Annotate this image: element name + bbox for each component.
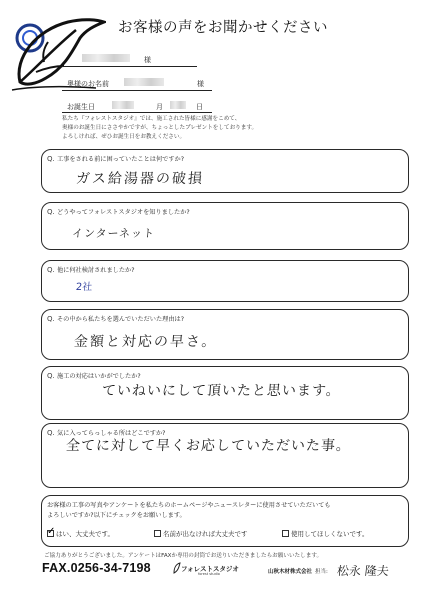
consent-option-yes[interactable]: ✓はい、大丈夫です。 [47, 529, 114, 538]
redacted-month [112, 101, 134, 109]
intro-line: 奥様のお誕生日にささやかですが、ちょっとしたプレゼントをしております。 [62, 125, 258, 131]
question-mark-icon: Q. [47, 155, 55, 163]
studio-leaf-icon [173, 562, 181, 574]
consent-option-no[interactable]: 使用してほしくないです。 [282, 529, 368, 538]
redacted-day [170, 101, 186, 109]
company-name: 山秋木材株式会社 [268, 569, 313, 575]
footer-note: ご協力ありがとうございました。アンケートはFAXか専用の封筒でお送りいただきましたらお願いいたします。 [44, 553, 323, 559]
redacted-name [82, 54, 130, 62]
checkbox-icon[interactable] [154, 530, 161, 537]
consent-box [41, 495, 409, 547]
birthday-month-value [112, 101, 134, 109]
question-label: Q. その中から私たちを選んでいただいた理由は? [47, 315, 185, 323]
consent-line: よろしいですか?以下にチェックをお願いします。 [47, 512, 186, 519]
answer-handwriting: ガス給湯器の破損 [75, 171, 205, 187]
question-box-3 [41, 260, 409, 302]
answer-handwriting: 金額と対応の早さ。 [73, 334, 218, 350]
consent-text [47, 501, 331, 521]
question-box-6 [41, 423, 409, 488]
question-box-2 [41, 202, 409, 250]
wife-name-line [62, 90, 212, 91]
question-mark-icon: Q. [47, 372, 55, 380]
birthday-label: お誕生日 [67, 103, 95, 111]
consent-line: お客様の工事の写真やアンケートを私たちのホームページやニュースレターに使用させていただいても [47, 502, 331, 509]
birthday-day-label: 日 [196, 103, 203, 111]
answer-handwriting: 2社 [75, 282, 93, 293]
page-title: お客様の声をお聞かせください [118, 20, 328, 36]
wife-name-suffix: 様 [197, 80, 204, 88]
intro-text [62, 115, 257, 142]
checkbox-checked-icon[interactable] [47, 530, 54, 537]
staff-label: 担当: [315, 569, 328, 575]
studio-subtitle: forest studio [198, 572, 220, 576]
fax-number: FAX.0256-34-7198 [42, 561, 151, 575]
question-mark-icon: Q. [47, 208, 55, 216]
customer-name-suffix: 様 [144, 56, 151, 64]
question-label: Q. 他に何社検討されましたか? [47, 266, 135, 274]
answer-handwriting: 全てに対して早くお応していただいた事。 [65, 438, 352, 454]
question-box-1 [41, 149, 409, 193]
question-label: Q. 気に入ってらっしゃる所はどこですか? [47, 429, 166, 437]
consent-option-no-name[interactable]: 名前が出なければ大丈夫です [154, 529, 248, 538]
question-box-5 [41, 366, 409, 420]
staff-signature: 松永 隆夫 [336, 564, 390, 578]
checkbox-icon[interactable] [282, 530, 289, 537]
intro-line: よろしければ、ぜひお誕生日をお教えください。 [62, 134, 186, 140]
answer-handwriting: インターネット [71, 227, 156, 240]
question-label: Q. 工事をされる前に困っていたことは何ですか? [47, 155, 185, 163]
question-label: Q. どうやってフォレストスタジオを知りましたか? [47, 208, 190, 216]
answer-handwriting: ていねいにして頂いたと思います。 [101, 383, 342, 399]
question-label: Q. 施工の対応はいかがでしたか? [47, 372, 141, 380]
birthday-day-value [170, 101, 186, 109]
customer-name-line [62, 66, 197, 67]
redacted-wife-name [124, 78, 164, 86]
studio-name: フォレストスタジオ [181, 565, 239, 573]
question-mark-icon: Q. [47, 315, 55, 323]
intro-line: 私たち『フォレストスタジオ』では、施工された皆様に感謝をこめて、 [62, 116, 241, 122]
birthday-month-label: 月 [156, 103, 163, 111]
question-box-4 [41, 309, 409, 360]
wife-name-field [124, 78, 164, 86]
birthday-line [62, 112, 212, 113]
wife-name-label: 奥様のお名前 [67, 80, 109, 88]
question-mark-icon: Q. [47, 429, 55, 437]
question-mark-icon: Q. [47, 266, 55, 274]
customer-name-field [82, 54, 130, 62]
